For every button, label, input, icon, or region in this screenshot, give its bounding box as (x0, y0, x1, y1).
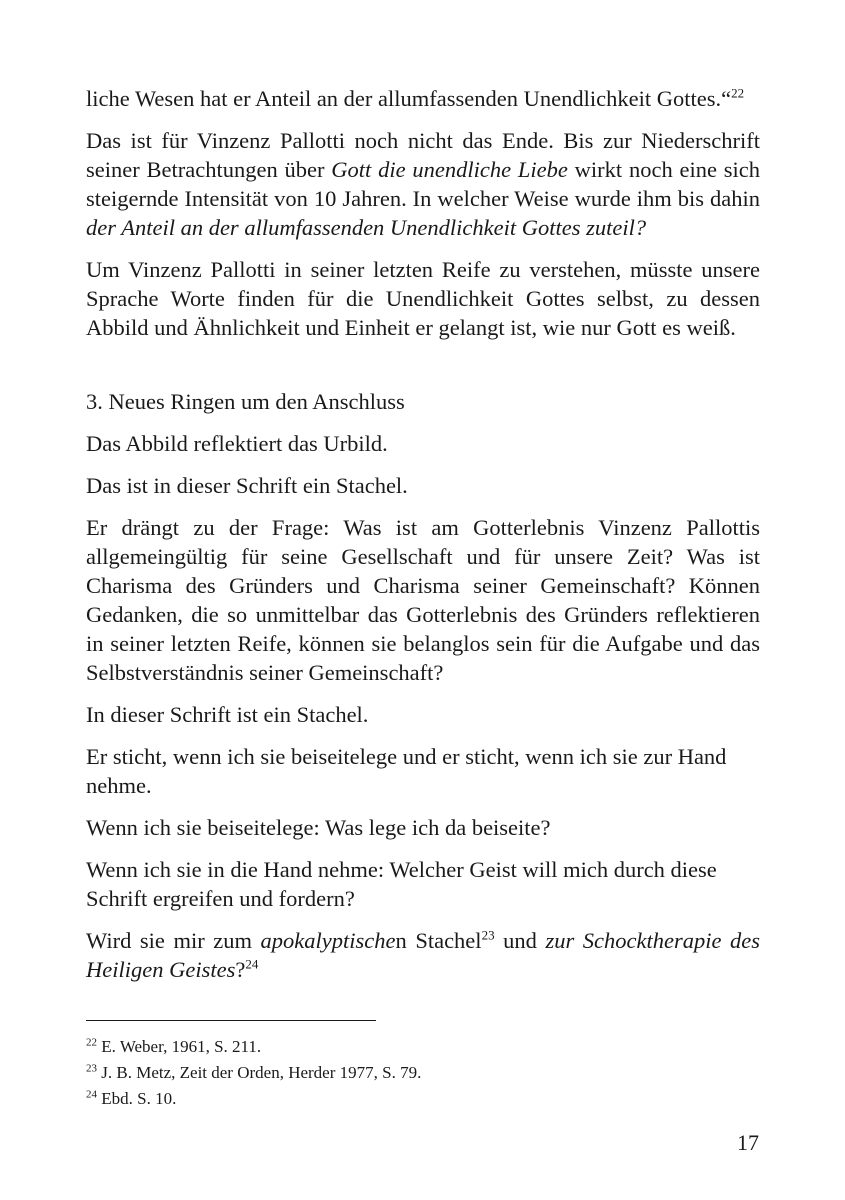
footnote-text: E. Weber, 1961, S. 211. (97, 1037, 262, 1056)
paragraph-text: n Stachel (395, 928, 482, 953)
paragraph-stachel-2: In dieser Schrift ist ein Stachel. (86, 702, 369, 727)
paragraph-beiseite: Wenn ich sie beiseitelege: Was lege ich da beiseite? (86, 815, 551, 840)
paragraph-text: und (494, 928, 546, 953)
footnote-ref-22: 22 (731, 85, 745, 101)
paragraph-stachel-1: Das ist in dieser Schrift ein Stachel. (86, 473, 408, 498)
section-gap (86, 355, 760, 387)
paragraph-quote-end (86, 84, 760, 113)
paragraph-schocktherapie (86, 926, 760, 984)
footnote-separator (86, 1020, 376, 1021)
paragraph-niederschrift (86, 126, 760, 242)
paragraph-text: Das ist für Vinzenz Pallotti noch nicht das Ende. Bis zur Niederschrift seiner Betrachtungen über (86, 128, 760, 182)
footnote-text: Ebd. S. 10. (97, 1089, 177, 1108)
paragraph-hand: Wenn ich sie in die Hand nehme: Welcher Geist will mich durch diese Schrift ergreifen und fordern? (86, 857, 717, 911)
italic-word: apokalyptische (260, 928, 396, 953)
paragraph-sticht: Er sticht, wenn ich sie beiseitelege und er sticht, wenn ich sie zur Hand nehme. (86, 744, 727, 798)
footnote-text: J. B. Metz, Zeit der Orden, Herder 1977, S. 79. (97, 1063, 422, 1082)
paragraph-text: wirkt noch eine sich steigernde Intensität von 10 Jahren. In welcher Weise wurde ihm bis dahin (86, 157, 760, 211)
paragraph-text: ? (235, 957, 246, 982)
footnote-number: 23 (86, 1062, 97, 1075)
paragraph-text: liche Wesen hat er Anteil an der allumfassenden Unendlichkeit Gottes.“ (86, 86, 732, 111)
italic-phrase: der Anteil an der allumfassenden Unendlichkeit Gottes zuteil? (86, 215, 647, 240)
paragraph-frage: Er drängt zu der Frage: Was ist am Gotterlebnis Vinzenz Pallottis allgemeingültig für seine Gesellschaft und für unsere Zeit? Was ist Charisma des Gründers und Charisma seiner Gemeinschaft? Können Gedanken, die so unmittelbar das Gotterlebnis des Gründers reflektieren in seiner letzten Reife, können sie belanglos sein für die Aufgabe und das Selbstverständnis seiner Gemeinschaft? (86, 515, 760, 685)
footnote (86, 1034, 760, 1060)
main-text (86, 84, 760, 997)
footnote-number: 22 (86, 1036, 97, 1049)
page-number: 17 (737, 1130, 759, 1155)
paragraph-text: Wird sie mir zum (86, 928, 261, 953)
footnotes (86, 1034, 760, 1112)
paragraph-abbild: Das Abbild reflektiert das Urbild. (86, 431, 388, 456)
section-heading: 3. Neues Ringen um den Anschluss (86, 389, 405, 414)
footnote-ref-24: 24 (245, 956, 259, 972)
footnote (86, 1086, 760, 1112)
footnote-ref-23: 23 (481, 927, 495, 943)
italic-phrase: zur Schocktherapie des Heiligen Geistes (86, 928, 761, 982)
footnote (86, 1060, 760, 1086)
footnote-number: 24 (86, 1088, 97, 1101)
italic-title: Gott die unendliche Liebe (331, 157, 568, 182)
paragraph-letzte-reife: Um Vinzenz Pallotti in seiner letzten Reife zu verstehen, müsste unsere Sprache Worte finden für die Unendlichkeit Gottes selbst, zu dessen Abbild und Ähnlichkeit und Einheit er gelangt ist, wie nur Gott es weiß. (86, 257, 760, 340)
